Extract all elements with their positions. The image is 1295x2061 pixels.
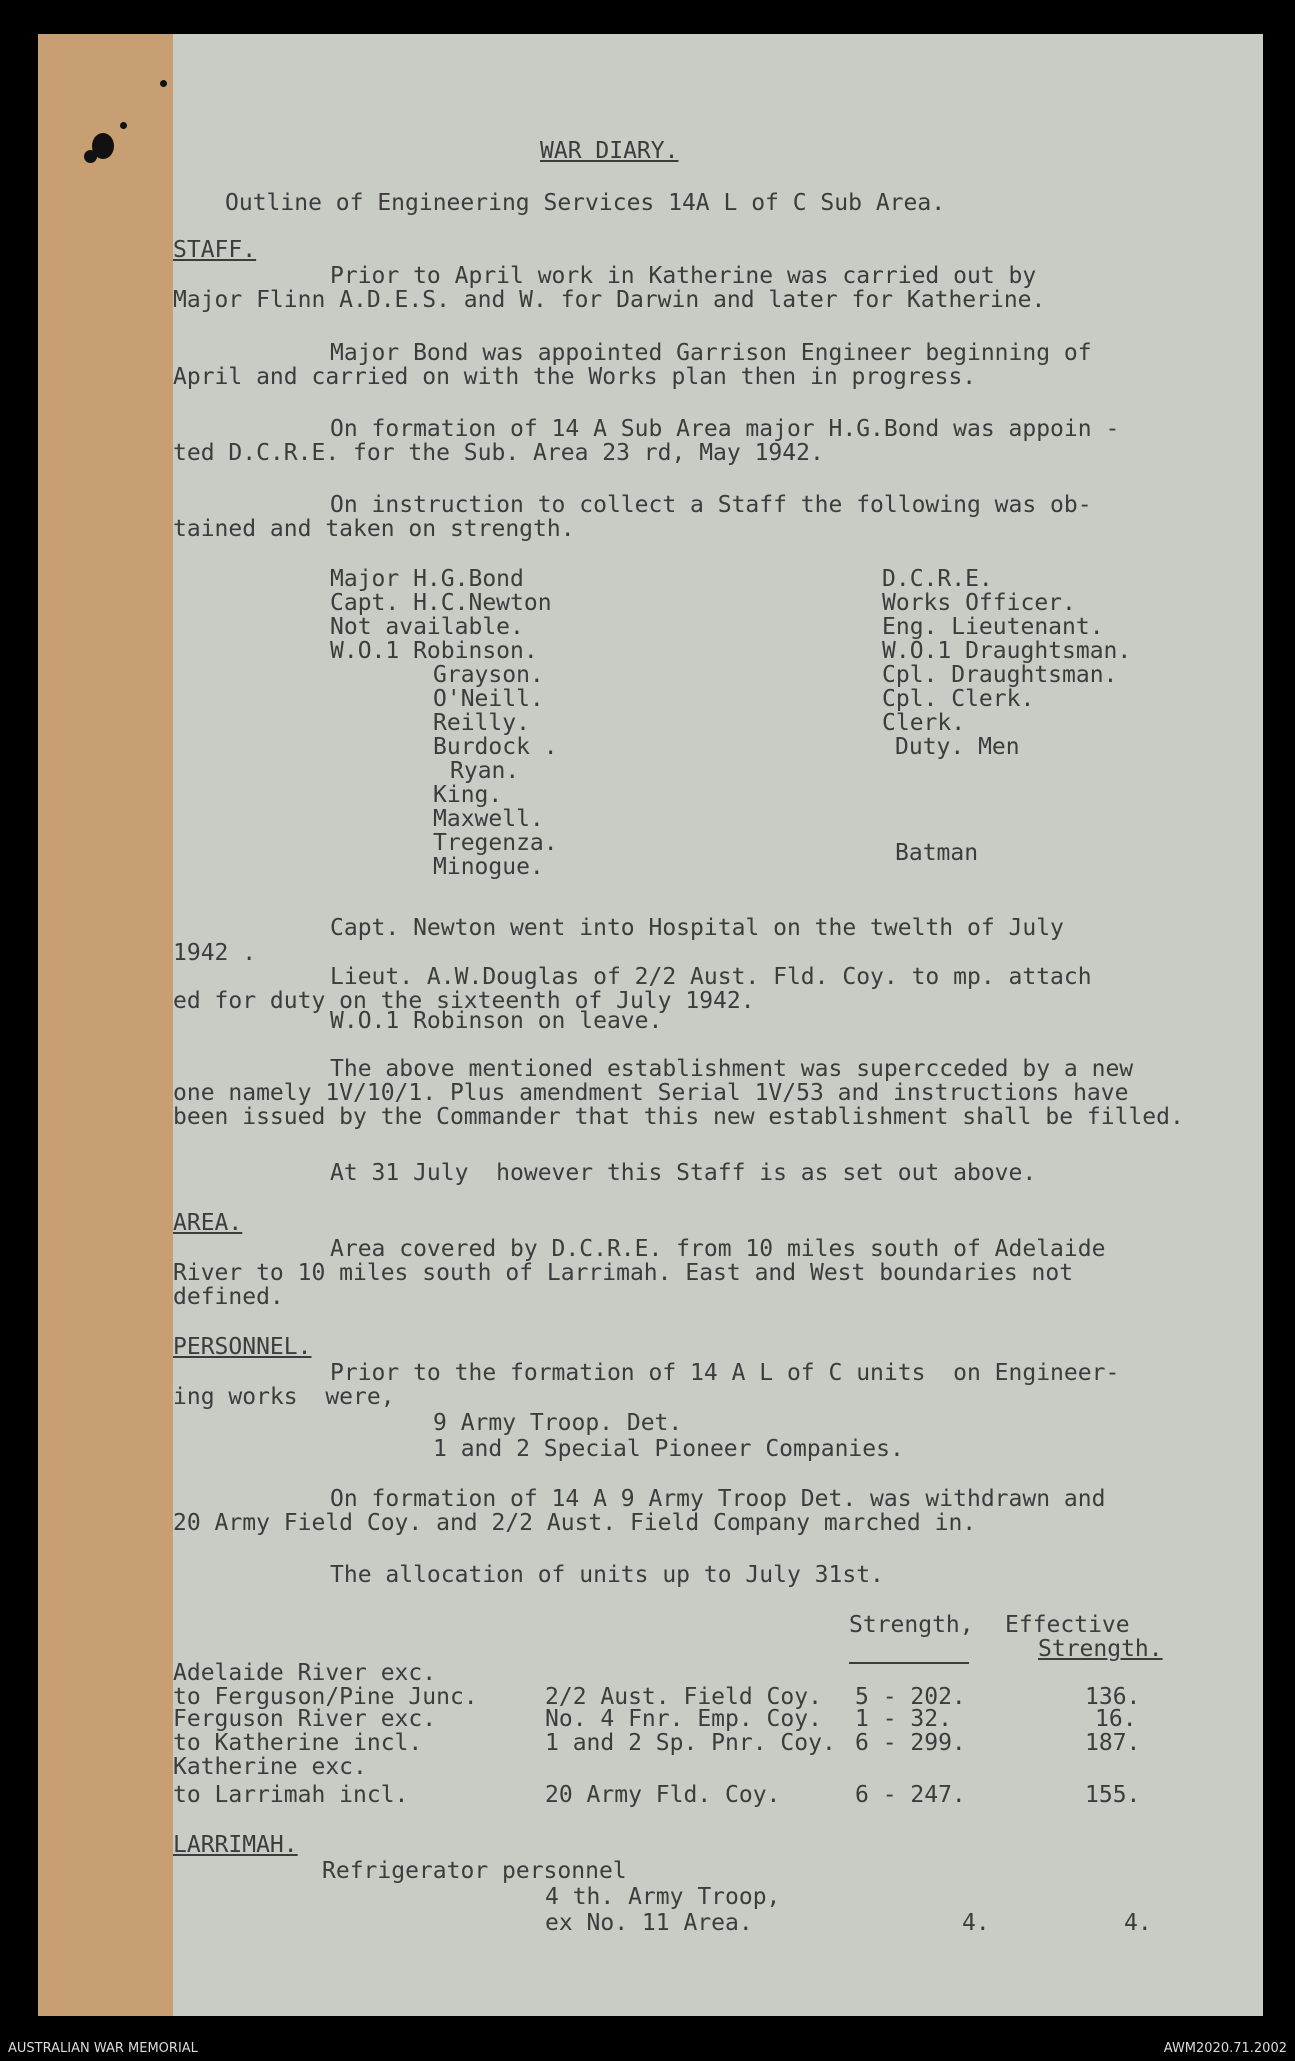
- staff-para-7-line-3: been issued by the Commander that this new establishment shall be filled.: [173, 1104, 1184, 1130]
- roster-name: Not available.: [330, 614, 524, 640]
- table-unit-cell: 20 Army Fld. Coy.: [545, 1782, 781, 1808]
- personnel-para-2-line-1: On formation of 14 A 9 Army Troop Det. was withdrawn and: [330, 1486, 1106, 1512]
- area-heading: AREA.: [173, 1210, 243, 1236]
- staff-heading: STAFF.: [173, 237, 257, 263]
- table-header-rule: [849, 1662, 969, 1664]
- personnel-para-2-line-2: 20 Army Field Coy. and 2/2 Aust. Field Company marched in.: [173, 1510, 977, 1536]
- table-unit-cell: No. 4 Fnr. Emp. Coy.: [545, 1706, 822, 1732]
- staff-para-6-line-3: W.O.1 Robinson on leave.: [330, 1008, 663, 1034]
- table-strength-cell: 1 - 32.: [855, 1706, 952, 1732]
- staff-para-2-line-1: Major Bond was appointed Garrison Engineer beginning of: [330, 340, 1092, 366]
- personnel-para-1-line-1: Prior to the formation of 14 A L of C units on Engineer-: [330, 1360, 1120, 1386]
- staff-para-4-line-2: tained and taken on strength.: [173, 516, 575, 542]
- area-text-line-3: defined.: [173, 1284, 284, 1310]
- roster-name: Minogue.: [433, 854, 544, 880]
- roster-name: Reilly.: [433, 710, 530, 736]
- document-title: WAR DIARY.: [540, 138, 679, 164]
- staff-para-3-line-2: ted D.C.R.E. for the Sub. Area 23 rd, May 1942.: [173, 440, 824, 466]
- table-strength-cell: 6 - 299.: [855, 1730, 966, 1756]
- staff-para-2-line-2: April and carried on with the Works plan then in progress.: [173, 364, 977, 390]
- table-header-effective: Effective: [1005, 1612, 1130, 1638]
- table-area-cell: Katherine exc.: [173, 1754, 367, 1780]
- roster-role: Eng. Lieutenant.: [882, 614, 1104, 640]
- roster-role: D.C.R.E.: [882, 566, 993, 592]
- table-strength-cell: 5 - 202.: [855, 1684, 966, 1710]
- personnel-para-1-line-2: ing works were,: [173, 1384, 395, 1410]
- staff-para-1-line-1: Prior to April work in Katherine was carried out by: [330, 263, 1037, 289]
- table-unit-cell: 1 and 2 Sp. Pnr. Coy.: [545, 1730, 836, 1756]
- table-area-cell: Adelaide River exc.: [173, 1660, 437, 1686]
- roster-name: King.: [433, 782, 503, 808]
- table-area-cell: Ferguson River exc.: [173, 1706, 437, 1732]
- staff-para-8: At 31 July however this Staff is as set out above.: [330, 1160, 1037, 1186]
- larrimah-line-1: Refrigerator personnel: [322, 1858, 627, 1884]
- roster-role: Cpl. Clerk.: [882, 686, 1035, 712]
- area-text-line-2: River to 10 miles south of Larrimah. East and West boundaries not: [173, 1260, 1074, 1286]
- staff-para-7-line-2: one namely 1V/10/1. Plus amendment Serial 1V/53 and instructions have: [173, 1080, 1129, 1106]
- roster-name: Grayson.: [433, 662, 544, 688]
- table-effective-cell: 187.: [1085, 1730, 1141, 1756]
- roster-name: Tregenza.: [433, 830, 558, 856]
- staff-para-3-line-1: On formation of 14 A Sub Area major H.G.Bond was appoin -: [330, 416, 1120, 442]
- roster-name: Major H.G.Bond: [330, 566, 524, 592]
- table-area-cell: to Larrimah incl.: [173, 1782, 409, 1808]
- table-header-strength-2: Strength.: [1038, 1636, 1163, 1662]
- roster-name: Maxwell.: [433, 806, 544, 832]
- personnel-para-3: The allocation of units up to July 31st.: [330, 1562, 884, 1588]
- staff-para-5-line-2: 1942 .: [173, 940, 257, 966]
- table-header-strength: Strength,: [849, 1612, 974, 1638]
- roster-role: Batman: [895, 840, 979, 866]
- table-effective-cell: 16.: [1095, 1706, 1137, 1732]
- table-area-cell: to Katherine incl.: [173, 1730, 423, 1756]
- roster-name: W.O.1 Robinson.: [330, 638, 538, 664]
- larrimah-line-2: 4 th. Army Troop,: [545, 1884, 781, 1910]
- larrimah-strength: 4.: [962, 1910, 990, 1936]
- document-subtitle: Outline of Engineering Services 14A L of C Sub Area.: [225, 190, 946, 216]
- roster-role: Works Officer.: [882, 590, 1076, 616]
- area-text-line-1: Area covered by D.C.R.E. from 10 miles south of Adelaide: [330, 1236, 1106, 1262]
- staff-para-6-line-1: Lieut. A.W.Douglas of 2/2 Aust. Fld. Coy. to mp. attach: [330, 964, 1092, 990]
- roster-role: W.O.1 Draughtsman.: [882, 638, 1132, 664]
- table-area-cell: to Ferguson/Pine Junc.: [173, 1684, 478, 1710]
- larrimah-heading: LARRIMAH.: [173, 1832, 298, 1858]
- table-effective-cell: 155.: [1085, 1782, 1141, 1808]
- table-strength-cell: 6 - 247.: [855, 1782, 966, 1808]
- roster-role: Duty. Men: [895, 734, 1020, 760]
- roster-name: Ryan.: [450, 758, 520, 784]
- table-effective-cell: 136.: [1085, 1684, 1141, 1710]
- personnel-heading: PERSONNEL.: [173, 1334, 312, 1360]
- roster-role: Clerk.: [882, 710, 966, 736]
- roster-role: Cpl. Draughtsman.: [882, 662, 1118, 688]
- staff-para-6-line-2: ed for duty on the sixteenth of July 1942.: [173, 988, 755, 1014]
- roster-name: Capt. H.C.Newton: [330, 590, 552, 616]
- staff-para-7-line-1: The above mentioned establishment was supercceded by a new: [330, 1056, 1134, 1082]
- larrimah-effective: 4.: [1124, 1910, 1152, 1936]
- footer-archive-name: AUSTRALIAN WAR MEMORIAL: [8, 2041, 198, 2056]
- staff-para-4-line-1: On instruction to collect a Staff the following was ob-: [330, 492, 1092, 518]
- roster-name: Burdock .: [433, 734, 558, 760]
- table-unit-cell: 2/2 Aust. Field Coy.: [545, 1684, 822, 1710]
- unit-before-formation: 1 and 2 Special Pioneer Companies.: [433, 1436, 904, 1462]
- unit-before-formation: 9 Army Troop. Det.: [433, 1410, 683, 1436]
- footer-accession-number: AWM2020.71.2002: [1163, 2041, 1287, 2056]
- larrimah-line-3: ex No. 11 Area.: [545, 1910, 753, 1936]
- staff-para-1-line-2: Major Flinn A.D.E.S. and W. for Darwin and later for Katherine.: [173, 287, 1046, 313]
- staff-para-5-line-1: Capt. Newton went into Hospital on the twelth of July: [330, 915, 1064, 941]
- roster-name: O'Neill.: [433, 686, 544, 712]
